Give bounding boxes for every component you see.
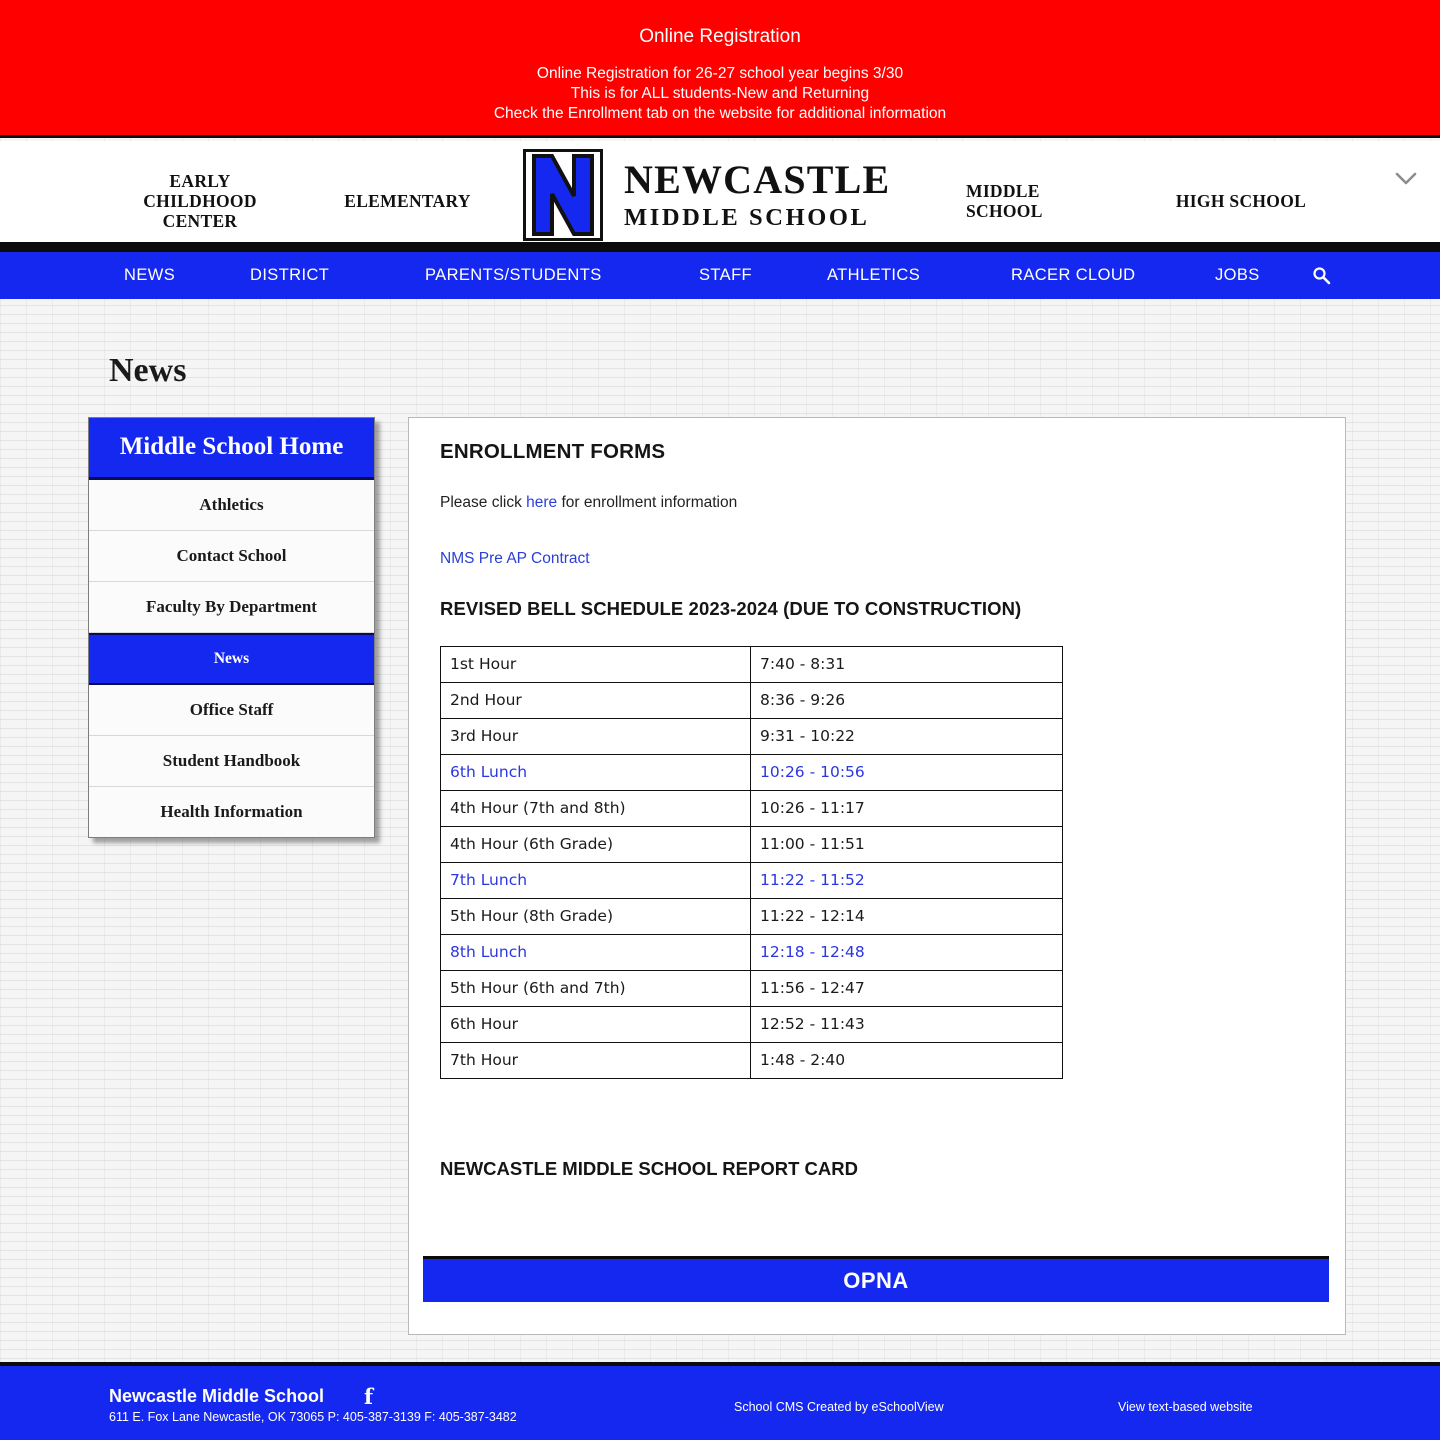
table-row (441, 719, 1063, 755)
bell-period: 5th Hour (6th and 7th) (441, 971, 751, 1007)
sidebar-item-student-handbook[interactable]: Student Handbook (89, 736, 374, 787)
site-footer (0, 1362, 1440, 1440)
brand-subtitle: MIDDLE SCHOOL (624, 204, 870, 231)
brand-name: NEWCASTLE (624, 157, 891, 202)
bell-period: 6th Lunch (441, 755, 751, 791)
table-row (441, 1043, 1063, 1079)
opna-button[interactable]: OPNA (423, 1256, 1329, 1302)
table-row (441, 827, 1063, 863)
header-link-middle-school[interactable]: MIDDLE SCHOOL (966, 181, 1043, 221)
footer-address: 611 E. Fox Lane Newcastle, OK 73065 P: 405-387-3139 F: 405-387-3482 (109, 1410, 517, 1424)
table-row (441, 863, 1063, 899)
bell-period: 4th Hour (6th Grade) (441, 827, 751, 863)
enrollment-text-before: Please click (440, 494, 527, 511)
bell-time: 10:26 - 10:56 (751, 755, 1063, 791)
footer-school-name: Newcastle Middle School (109, 1386, 325, 1406)
sidebar-heading[interactable]: Middle School Home (89, 418, 374, 480)
alert-banner (0, 0, 1440, 138)
nav-item-jobs[interactable]: JOBS (1215, 266, 1260, 284)
table-row (441, 683, 1063, 719)
bell-time: 8:36 - 9:26 (751, 683, 1063, 719)
main-navigation (0, 252, 1440, 299)
sidebar-item-athletics[interactable]: Athletics (89, 480, 374, 531)
bell-period: 5th Hour (8th Grade) (441, 899, 751, 935)
enrollment-instruction (440, 494, 1313, 512)
alert-title: Online Registration (639, 26, 801, 47)
table-row (441, 1007, 1063, 1043)
bell-schedule-table (440, 646, 1063, 1079)
enrollment-here-link[interactable]: here (526, 494, 558, 511)
enrollment-forms-heading: ENROLLMENT FORMS (440, 440, 666, 463)
sidebar-item-health-information[interactable]: Health Information (89, 787, 374, 837)
header-link-early-childhood-center[interactable]: EARLY CHILDHOOD CENTER (143, 171, 257, 231)
header-link-elementary[interactable]: ELEMENTARY (344, 191, 471, 211)
nms-pre-ap-contract-link[interactable]: NMS Pre AP Contract (440, 550, 590, 567)
bell-period: 2nd Hour (441, 683, 751, 719)
page-title: News (109, 352, 187, 389)
bell-period: 7th Hour (441, 1043, 751, 1079)
search-icon[interactable] (1311, 265, 1331, 290)
bell-period: 4th Hour (7th and 8th) (441, 791, 751, 827)
bell-time: 7:40 - 8:31 (751, 647, 1063, 683)
bell-time: 1:48 - 2:40 (751, 1043, 1063, 1079)
enrollment-text-after: for enrollment information (557, 494, 738, 511)
bell-schedule-heading: REVISED BELL SCHEDULE 2023-2024 (DUE TO CONSTRUCTION) (440, 598, 1022, 619)
footer-cms-credit-link[interactable]: School CMS Created by eSchoolView (734, 1400, 944, 1414)
table-row (441, 935, 1063, 971)
site-logo[interactable] (523, 149, 890, 241)
bell-time: 10:26 - 11:17 (751, 791, 1063, 827)
sidebar-item-office-staff[interactable]: Office Staff (89, 685, 374, 736)
bell-period: 8th Lunch (441, 935, 751, 971)
bell-period: 7th Lunch (441, 863, 751, 899)
sidebar-item-contact-school[interactable]: Contact School (89, 531, 374, 582)
site-header (0, 141, 1440, 242)
alert-body (0, 64, 1440, 124)
bell-period: 3rd Hour (441, 719, 751, 755)
alert-line-1: Online Registration for 26-27 school year begins 3/30 (536, 65, 904, 82)
bell-period: 6th Hour (441, 1007, 751, 1043)
nav-item-racer-cloud[interactable]: RACER CLOUD (1011, 266, 1136, 284)
table-row (441, 647, 1063, 683)
bell-time: 12:18 - 12:48 (751, 935, 1063, 971)
footer-text-site-link[interactable]: View text-based website (1118, 1400, 1253, 1414)
content-panel (408, 417, 1346, 1335)
header-divider (0, 242, 1440, 252)
bell-time: 11:00 - 11:51 (751, 827, 1063, 863)
bell-period: 1st Hour (441, 647, 751, 683)
bell-time: 11:22 - 11:52 (751, 863, 1063, 899)
nav-item-staff[interactable]: STAFF (699, 266, 753, 284)
bell-time: 11:56 - 12:47 (751, 971, 1063, 1007)
facebook-icon[interactable]: f (364, 1384, 374, 1409)
table-row (441, 971, 1063, 1007)
nav-item-news[interactable]: NEWS (124, 266, 176, 284)
bell-time: 9:31 - 10:22 (751, 719, 1063, 755)
header-link-high-school[interactable]: HIGH SCHOOL (1175, 191, 1307, 211)
table-row (441, 791, 1063, 827)
chevron-down-icon[interactable] (1394, 171, 1418, 192)
logo-n-icon (523, 149, 603, 241)
bell-time: 12:52 - 11:43 (751, 1007, 1063, 1043)
table-row (441, 899, 1063, 935)
sidebar-item-news[interactable]: News (89, 633, 374, 685)
alert-line-2: This is for ALL students-New and Returning (570, 85, 870, 102)
alert-line-3: Check the Enrollment tab on the website for additional information (493, 105, 947, 122)
table-row (441, 755, 1063, 791)
bell-time: 11:22 - 12:14 (751, 899, 1063, 935)
nav-item-district[interactable]: DISTRICT (250, 266, 330, 284)
sidebar-menu (88, 417, 375, 838)
report-card-heading: NEWCASTLE MIDDLE SCHOOL REPORT CARD (440, 1158, 858, 1179)
sidebar-item-faculty-by-department[interactable]: Faculty By Department (89, 582, 374, 633)
nav-item-parents-students[interactable]: PARENTS/STUDENTS (425, 266, 602, 284)
nav-item-athletics[interactable]: ATHLETICS (827, 266, 921, 284)
